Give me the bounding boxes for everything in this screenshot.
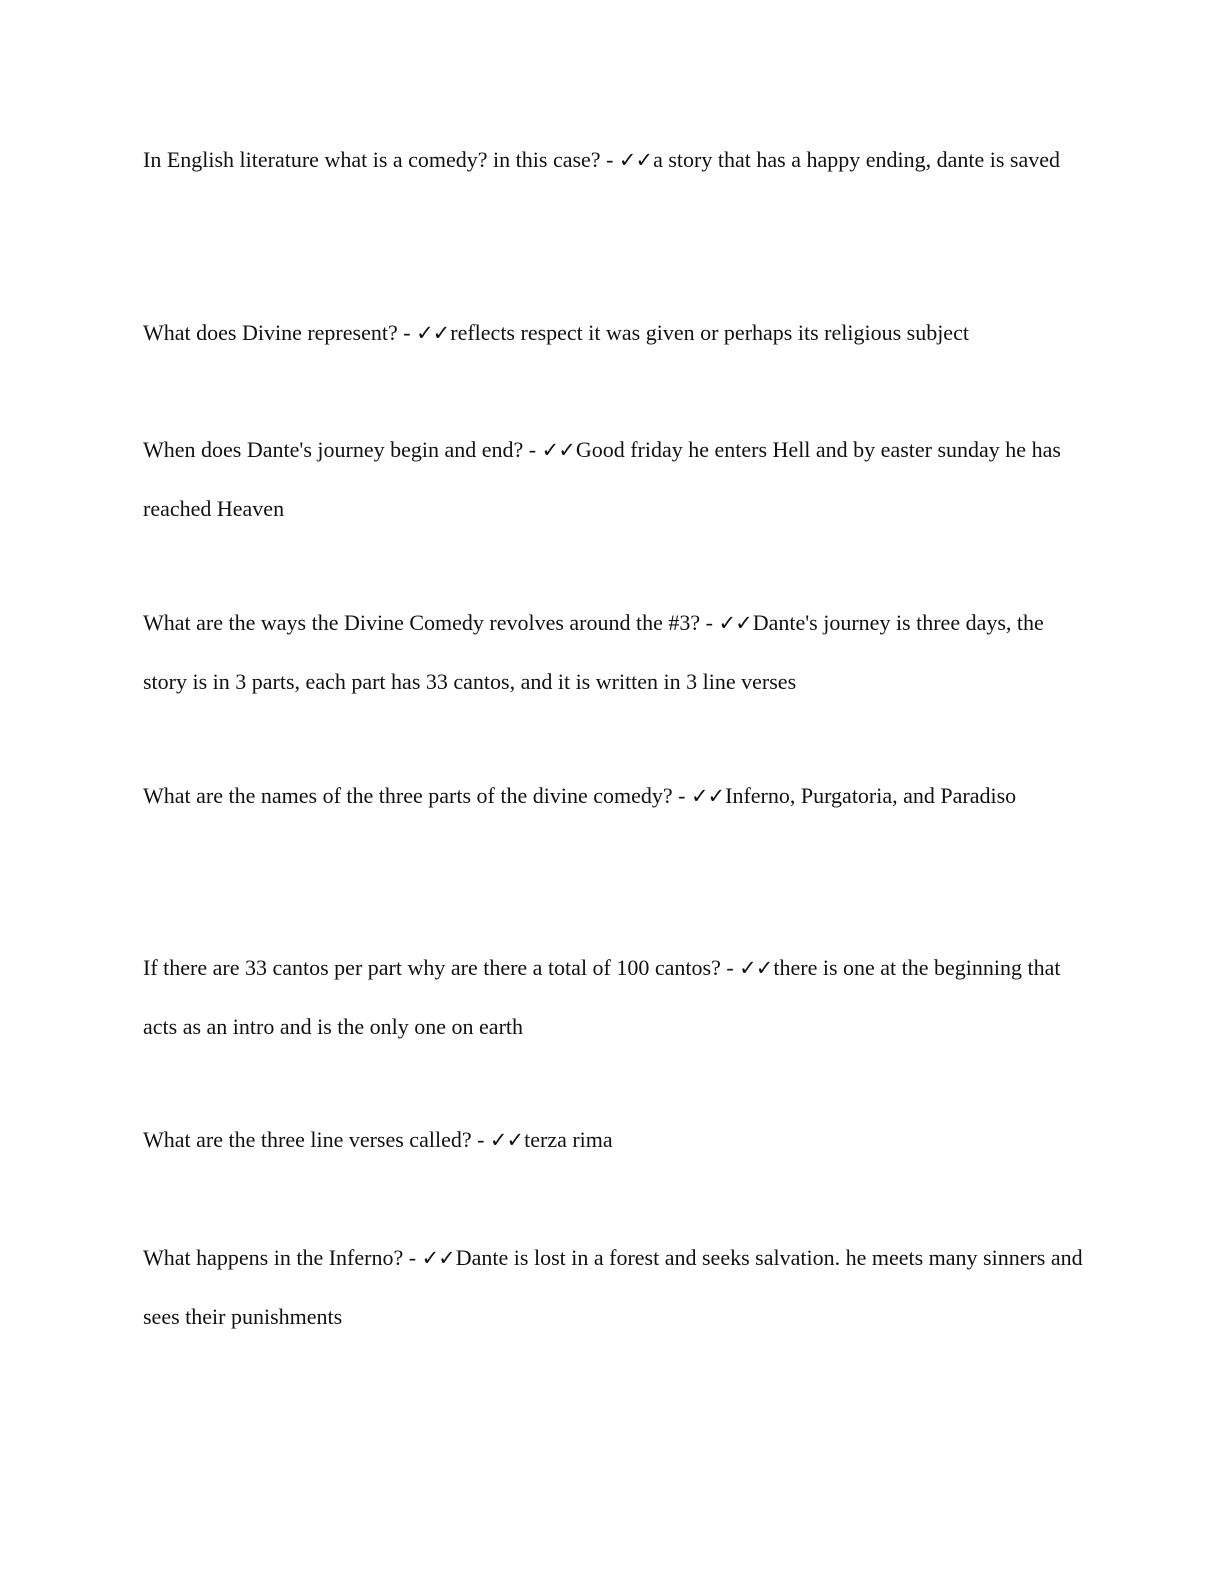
double-check-icon: ✓✓: [690, 784, 725, 808]
question-text: What are the ways the Divine Comedy revolves around the #3? -: [143, 610, 713, 635]
answer-text: Dante is lost in a forest and seeks salvation. he meets many sinners and sees their punishments: [143, 1245, 1083, 1329]
double-check-icon: ✓✓: [541, 438, 575, 462]
qa-item: [143, 939, 1083, 1056]
question-text: In English literature what is a comedy? in this case? -: [143, 147, 614, 172]
answer-text: reflects respect it was given or perhaps its religious subject: [450, 320, 969, 345]
qa-item: [143, 1111, 1083, 1170]
question-text: What does Divine represent? -: [143, 320, 411, 345]
qa-item: [143, 594, 1083, 711]
answer-text: Inferno, Purgatoria, and Paradiso: [725, 783, 1017, 808]
double-check-icon: ✓✓: [489, 1128, 524, 1152]
answer-text: there is one at the beginning that acts as an intro and is the only one on earth: [143, 955, 1061, 1039]
answer-text: a story that has a happy ending, dante is saved: [653, 147, 1061, 172]
question-text: What are the three line verses called? -: [143, 1127, 485, 1152]
double-check-icon: ✓✓: [718, 611, 752, 635]
qa-item: [143, 1229, 1083, 1346]
question-text: If there are 33 cantos per part why are there a total of 100 cantos? -: [143, 955, 734, 980]
double-check-icon: ✓✓: [618, 148, 653, 172]
qa-item: [143, 304, 1083, 363]
answer-text: Dante's journey is three days, the story is in 3 parts, each part has 33 cantos, and it is written in 3 line verses: [143, 610, 1044, 694]
double-check-icon: ✓✓: [416, 321, 450, 345]
qa-item: [143, 421, 1083, 538]
answer-text: terza rima: [524, 1127, 613, 1152]
double-check-icon: ✓✓: [739, 956, 773, 980]
question-text: When does Dante's journey begin and end? -: [143, 437, 537, 462]
double-check-icon: ✓✓: [421, 1246, 455, 1270]
qa-item: [143, 767, 1083, 826]
answer-text: Good friday he enters Hell and by easter sunday he has reached Heaven: [143, 437, 1061, 521]
question-text: What happens in the Inferno? -: [143, 1245, 417, 1270]
qa-item: [143, 131, 1083, 190]
question-text: What are the names of the three parts of the divine comedy? -: [143, 783, 686, 808]
